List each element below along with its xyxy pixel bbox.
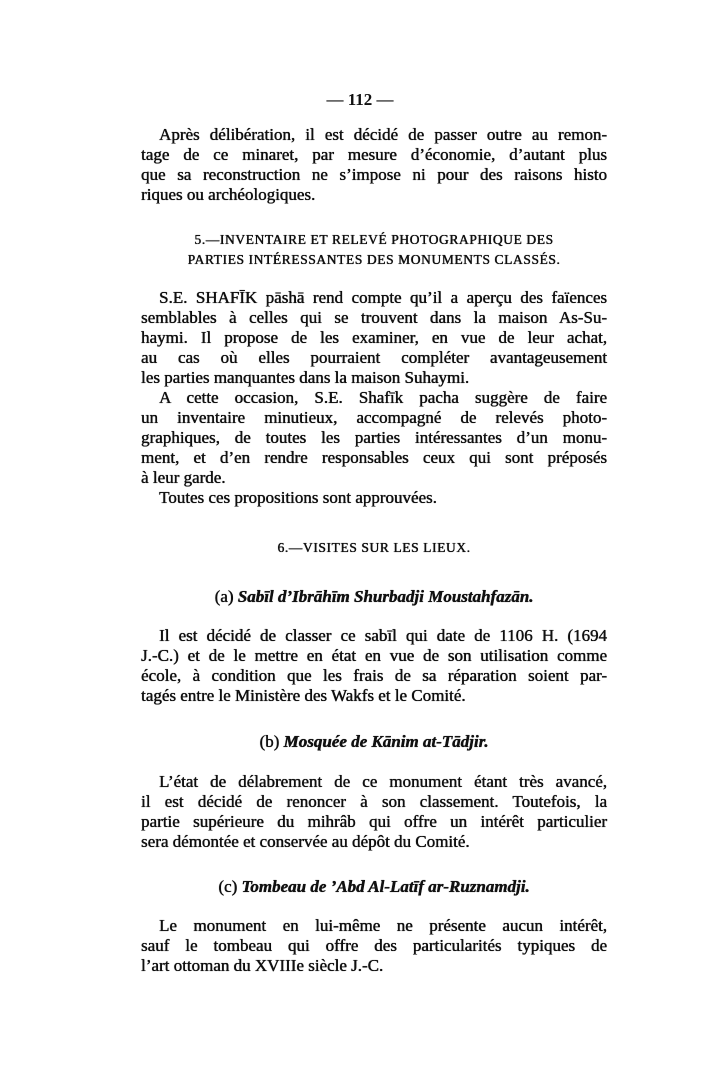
- section-5-paragraph: [141, 288, 607, 508]
- text-line: Toutes ces propositions sont approuvées.: [159, 488, 437, 507]
- subsection-a-title: [141, 587, 607, 607]
- subsection-c-paragraph: [141, 916, 607, 976]
- subsection-label: (a): [214, 587, 234, 606]
- text-line: à leur garde.: [141, 468, 226, 487]
- text-line: il est décidé de renoncer à son classement. Toutefois, la: [141, 792, 607, 811]
- text-line: S.E. SHAFĪK pāshā rend compte qu’il a aperçu des faïences: [159, 288, 607, 307]
- text-line: sauf le tombeau qui offre des particularités typiques de: [141, 936, 607, 955]
- subsection-a-paragraph: [141, 626, 607, 706]
- heading-line: PARTIES INTÉRESSANTES DES MONUMENTS CLASSÉS.: [187, 252, 561, 267]
- text-line: au cas où elles pourraient compléter avantageusement: [141, 348, 607, 367]
- text-line: les parties manquantes dans la maison Suhaymi.: [141, 368, 470, 387]
- text-line: riques ou archéologiques.: [141, 185, 316, 204]
- subsection-b-paragraph: [141, 772, 607, 852]
- text-line: A cette occasion, S.E. Shafīk pacha suggère de faire: [159, 388, 607, 407]
- section-5-heading: [141, 230, 607, 270]
- subsection-title: Tombeau de ’Abd Al-Latīf ar-Ruznamdji.: [241, 877, 530, 896]
- subsection-label: (c): [218, 877, 238, 896]
- text-line: Il est décidé de classer ce sabīl qui date de 1106 H. (1694: [159, 626, 607, 645]
- section-6-heading: 6.—VISITES SUR LES LIEUX.: [277, 540, 471, 555]
- text-line: école, à condition que les frais de sa réparation soient par-: [141, 666, 607, 685]
- heading-line: 5.—INVENTAIRE ET RELEVÉ PHOTOGRAPHIQUE DES: [194, 232, 554, 247]
- text-line: L’état de délabrement de ce monument étant très avancé,: [159, 772, 607, 791]
- text-line: sera démontée et conservée au dépôt du Comité.: [141, 832, 470, 851]
- text-line: que sa reconstruction ne s’impose ni pour des raisons histo: [141, 165, 607, 184]
- subsection-b-title: [141, 732, 607, 752]
- text-line: ment, et d’en rendre responsables ceux qui sont préposés: [141, 448, 607, 467]
- subsection-label: (b): [259, 732, 280, 751]
- page-number: — 112 —: [326, 90, 394, 109]
- subsection-title: Mosquée de Kānim at-Tādjir.: [283, 732, 489, 751]
- text-line: Après délibération, il est décidé de passer outre au remon-: [159, 125, 607, 144]
- paragraph-1: [141, 125, 607, 205]
- subsection-title: Sabīl d’Ibrāhīm Shurbadji Moustahfazān.: [237, 587, 534, 606]
- subsection-c-title: [141, 877, 607, 897]
- text-line: J.-C.) et de le mettre en état en vue de son utilisation comme: [141, 646, 607, 665]
- text-line: haymi. Il propose de les examiner, en vue de leur achat,: [141, 328, 607, 347]
- text-line: semblables à celles qui se trouvent dans la maison As-Su-: [141, 308, 607, 327]
- text-line: graphiques, de toutes les parties intéressantes d’un monu-: [141, 428, 607, 447]
- text-line: partie supérieure du mihrâb qui offre un intérêt particulier: [141, 812, 607, 831]
- text-line: tage de ce minaret, par mesure d’économie, d’autant plus: [141, 145, 607, 164]
- text-line: un inventaire minutieux, accompagné de relevés photo-: [141, 408, 607, 427]
- text-line: Le monument en lui-même ne présente aucun intérêt,: [159, 916, 607, 935]
- text-line: tagés entre le Ministère des Wakfs et le Comité.: [141, 686, 466, 705]
- text-line: l’art ottoman du XVIIIe siècle J.-C.: [141, 956, 384, 975]
